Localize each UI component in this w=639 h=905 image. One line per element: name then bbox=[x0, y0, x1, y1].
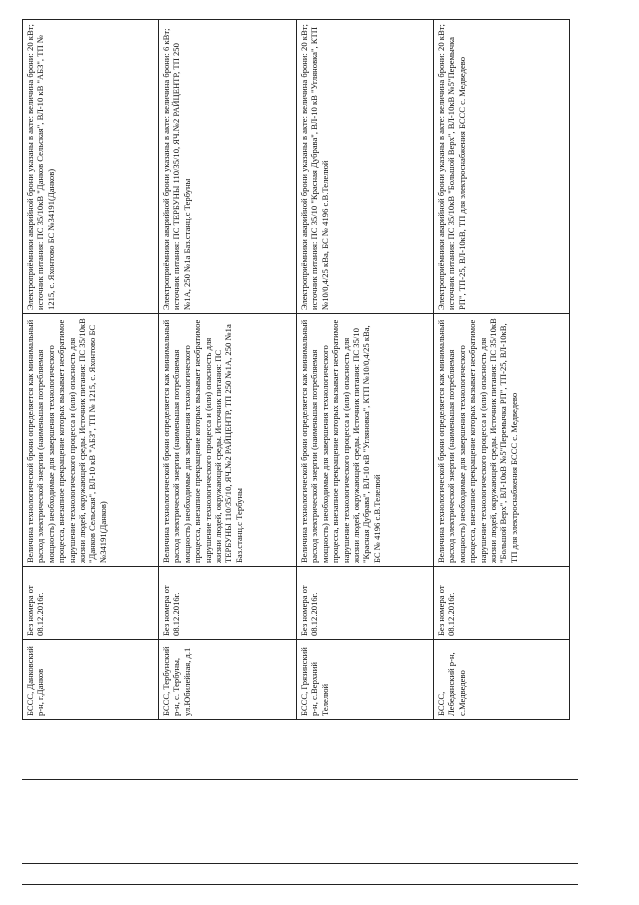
table-row bbox=[159, 20, 297, 720]
notes-cell: Электроприёмники аварийной брони указаны в акте: величина брони: 20 кВт; источник питания: ПС 35/10 "Красная Дубрава", ВЛ-10 кВ "Угляновка", КТП №10/0,4/25 кВа, БС № 4196 с.В.Телелюй bbox=[297, 20, 434, 314]
description-cell: Величина технологической брони определяется как минимальный расход электрической энергии (наименьшая потребляемая мощность) необходимые для завершения технологического процесса, внезапное прекращение которых вызывает необратимое нарушение технологического процесса и (или) опасность для жизни людей, окружающей среды. Источник питания: ПС 35/10кВ "Большой Верх", ВЛ-10кВ №5"Перемычка РП", ТП-25, ВЛ-10кВ, ТП для электроснабжения БССС с. Медведево bbox=[434, 314, 570, 567]
notes-cell: Электроприёмники аварийной брони указаны в акте: величина брони: 6 кВт; источник питания: ПС ТЕРБУНЫ 110/35/10, ЯЧ.№2 РАЙЦЕНТР, ТП 250 №1А, 250 №1а Баз.станц.с Тербуны bbox=[159, 20, 297, 314]
notes-cell: Электроприёмники аварийной брони указаны в акте: величина брони: 20 кВт; источник питания: ПС 35/10кВ "Данков Сельская", ВЛ-10 кВ "АБЗ", ТП № 1215, с. Яхонтово БС №34191(Данков) bbox=[23, 20, 159, 314]
description-cell: Величина технологической брони определяется как минимальный расход электрической энергии (наименьшая потребляемая мощность) необходимые для завершения технологического процесса, внезапное прекращение которых вызывает необратимое нарушение технологического процесса и (или) опасность для жизни людей, окружающей среды. Источник питания: ПС ТЕРБУНЫ 110/35/10, ЯЧ.№2 РАЙЦЕНТР, ТП 250 №1А, 250 №1а Баз.станц.с Тербуны bbox=[159, 314, 297, 567]
description-cell: Величина технологической брони определяется как минимальный расход электрической энергии (наименьшая потребляемая мощность) необходимые для завершения технологического процесса, внезапное прекращение которых вызывает необратимое нарушение технологического процесса и (или) опасность для жизни людей, окружающей среды. Источник питания: ПС 35/10 "Красная Дубрава", ВЛ-10 кВ "Угляновка", КТП №10/0,4/25 кВа, БС № 4196 с.В.Телелюй bbox=[297, 314, 434, 567]
location-cell: БССС, Данковский р-н, г.Данков bbox=[23, 640, 159, 720]
location-cell: БССС, Грязинский р-н, с.Верхний Телелюй bbox=[297, 640, 434, 720]
table-row bbox=[434, 20, 570, 720]
table-row bbox=[23, 20, 159, 720]
document-cell: Без номера от 08.12.2016г. bbox=[297, 567, 434, 640]
reserve-table bbox=[22, 19, 570, 720]
description-cell: Величина технологической брони определяется как минимальный расход электрической энергии (наименьшая потребляемая мощность) необходимые для завершения технологического процесса, внезапное прекращение которых вызывает необратимое нарушение технологического процесса и (или) опасность для жизни людей, окружающей среды. Источник питания: ПС 35/10кВ "Данков Сельская", ВЛ-10 кВ "АБЗ", ТП № 1215, с. Яхонтово БС №34191(Данков) bbox=[23, 314, 159, 567]
horizontal-rule bbox=[22, 884, 578, 885]
notes-cell: Электроприёмники аварийной брони указаны в акте: величина брони: 20 кВт; источник питания: ПС 35/10кВ "Большой Верх", ВЛ-10кВ №5"Перемычка РП", ТП-25, ВЛ-10кВ, ТП для электроснабжения БССС с. Медведево bbox=[434, 20, 570, 314]
location-cell: БССС, Тербунский р-н, с. Тербуны, ул.Юбилейная, д.1 bbox=[159, 640, 297, 720]
document-cell: Без номера от 08.12.2016г. bbox=[434, 567, 570, 640]
table-row bbox=[297, 20, 434, 720]
document-cell: Без номера от 08.12.2016г. bbox=[159, 567, 297, 640]
horizontal-rule bbox=[22, 863, 578, 864]
horizontal-rule bbox=[22, 779, 578, 780]
location-cell: БССС, Лебедянский р-н, с.Медведево bbox=[434, 640, 570, 720]
document-cell: Без номера от 08.12.2016г. bbox=[23, 567, 159, 640]
rotated-table-wrapper bbox=[22, 20, 562, 720]
